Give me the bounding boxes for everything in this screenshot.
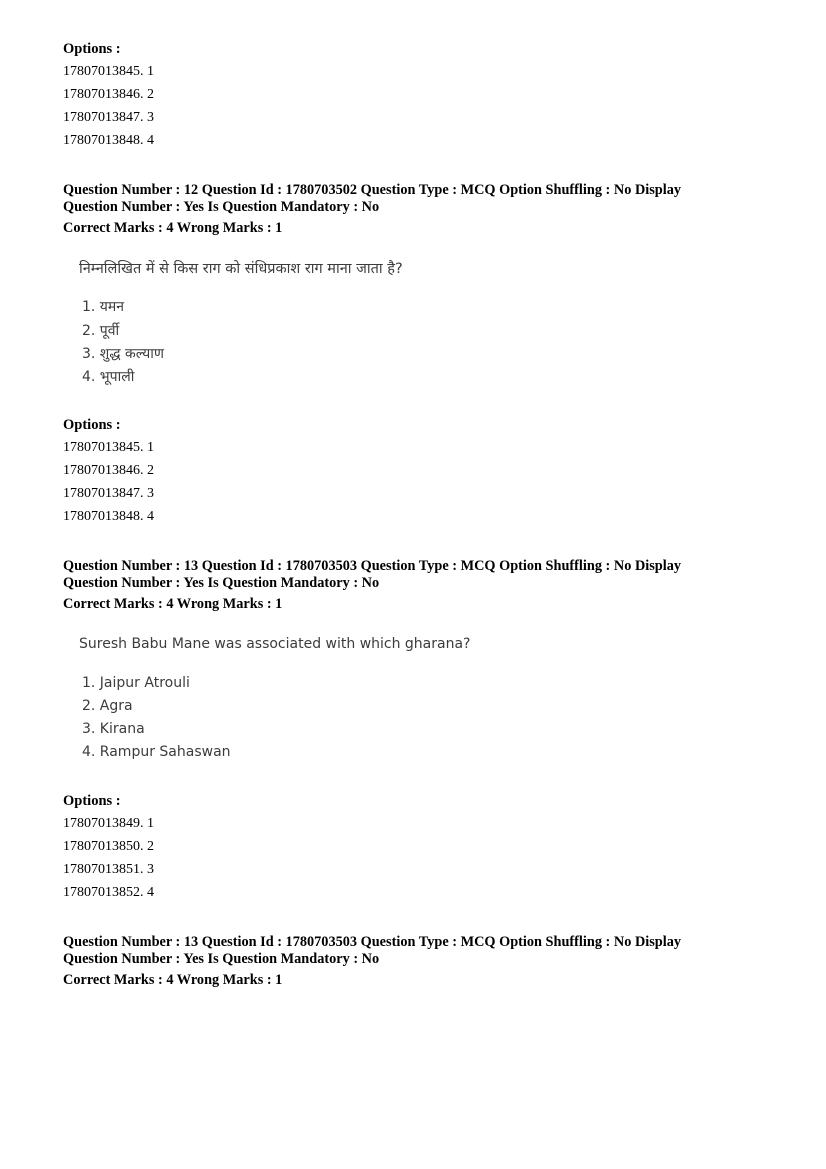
option-row: 17807013848. 4 — [63, 509, 154, 524]
question-meta-line2: Question Number : Yes Is Question Mandatory : No — [63, 575, 380, 591]
question-image — [63, 628, 483, 768]
question-text: Suresh Babu Mane was associated with which gharana? — [79, 636, 471, 652]
option-row: 17807013847. 3 — [63, 486, 154, 501]
question-choice: 1. यमन — [82, 299, 125, 315]
question-choice: 2. पूर्वी — [82, 323, 120, 339]
question-choice: 3. Kirana — [82, 721, 145, 737]
marks-line: Correct Marks : 4 Wrong Marks : 1 — [63, 596, 283, 612]
options-label: Options : — [63, 793, 121, 809]
option-row: 17807013849. 1 — [63, 816, 154, 831]
question-text: निम्नलिखित में से किस राग को संधिप्रकाश राग माना जाता है? — [79, 261, 403, 277]
question-choice: 3. शुद्ध कल्याण — [82, 346, 164, 362]
option-row: 17807013845. 1 — [63, 64, 154, 79]
marks-line: Correct Marks : 4 Wrong Marks : 1 — [63, 972, 283, 988]
question-choice: 1. Jaipur Atrouli — [82, 675, 190, 691]
question-meta-line1: Question Number : 13 Question Id : 1780703503 Question Type : MCQ Option Shuffling : No Display — [63, 934, 682, 950]
question-meta-line2: Question Number : Yes Is Question Mandatory : No — [63, 951, 380, 967]
question-meta-line1: Question Number : 12 Question Id : 1780703502 Question Type : MCQ Option Shuffling : No Display — [63, 182, 682, 198]
option-row: 17807013846. 2 — [63, 463, 154, 478]
question-choice: 4. Rampur Sahaswan — [82, 744, 231, 760]
question-choice: 2. Agra — [82, 698, 133, 714]
option-row: 17807013846. 2 — [63, 87, 154, 102]
question-choice: 4. भूपाली — [82, 369, 135, 385]
option-row: 17807013851. 3 — [63, 862, 154, 877]
options-label: Options : — [63, 417, 121, 433]
options-label: Options : — [63, 41, 121, 57]
question-meta-line1: Question Number : 13 Question Id : 1780703503 Question Type : MCQ Option Shuffling : No Display — [63, 558, 682, 574]
option-row: 17807013848. 4 — [63, 133, 154, 148]
question-meta-line2: Question Number : Yes Is Question Mandatory : No — [63, 199, 380, 215]
question-image — [63, 252, 483, 392]
option-row: 17807013845. 1 — [63, 440, 154, 455]
marks-line: Correct Marks : 4 Wrong Marks : 1 — [63, 220, 283, 236]
option-row: 17807013850. 2 — [63, 839, 154, 854]
option-row: 17807013847. 3 — [63, 110, 154, 125]
option-row: 17807013852. 4 — [63, 885, 154, 900]
